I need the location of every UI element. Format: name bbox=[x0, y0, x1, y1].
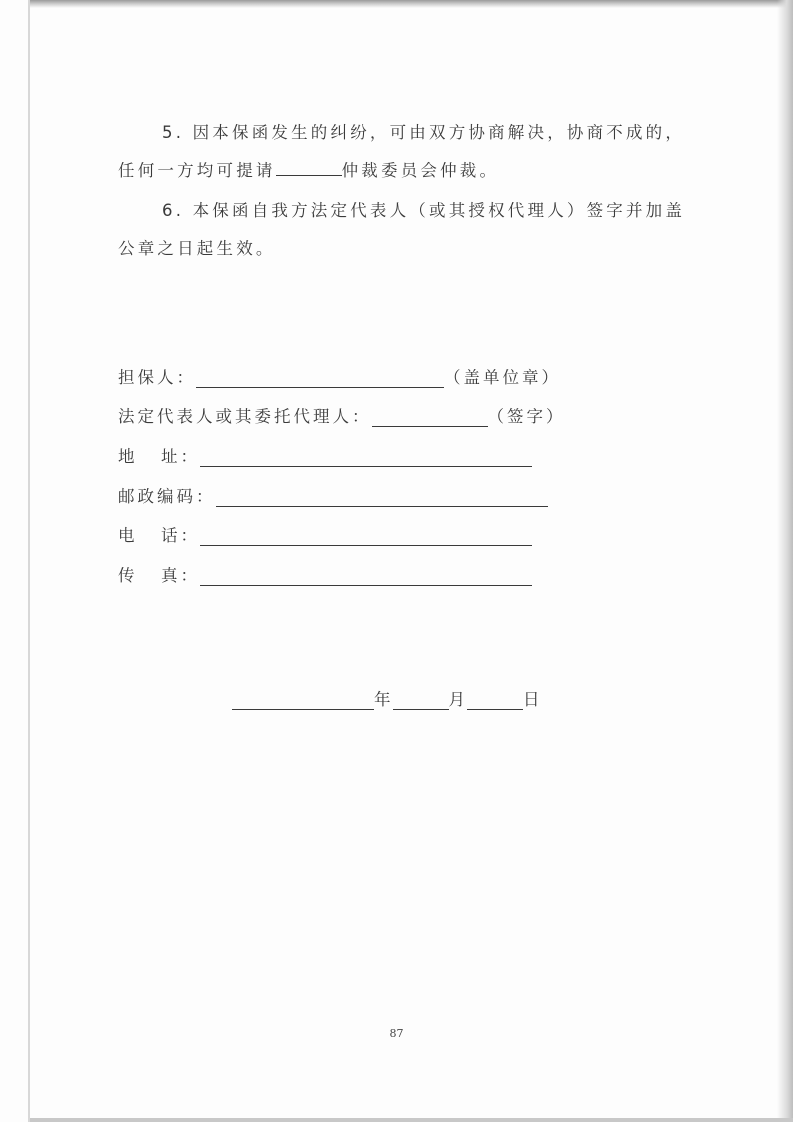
scan-edge-left bbox=[28, 0, 30, 1122]
phone-row bbox=[118, 520, 532, 546]
postcode-line bbox=[216, 486, 548, 507]
year-label: 年 bbox=[374, 690, 393, 709]
date-row bbox=[232, 684, 542, 710]
address-label: 地 址： bbox=[118, 447, 200, 466]
fax-line bbox=[200, 565, 532, 586]
scan-edge-top bbox=[30, 0, 793, 8]
page-number: 87 bbox=[389, 1027, 404, 1040]
guarantor-label: 担保人： bbox=[118, 368, 196, 387]
fax-label: 传 真： bbox=[118, 566, 200, 585]
fax-row bbox=[118, 560, 532, 586]
scan-edge-right bbox=[777, 0, 793, 1122]
representative-note: （签字） bbox=[487, 407, 566, 426]
phone-label: 电 话： bbox=[118, 526, 200, 545]
representative-row bbox=[118, 401, 566, 427]
representative-line bbox=[372, 406, 488, 427]
phone-line bbox=[200, 525, 532, 546]
arbitration-commission-blank bbox=[276, 161, 342, 176]
month-line bbox=[393, 689, 449, 710]
postcode-row bbox=[118, 481, 548, 507]
guarantor-row bbox=[118, 362, 561, 388]
month-label: 月 bbox=[448, 690, 467, 709]
day-line bbox=[467, 689, 523, 710]
clause-5-text: 5. 因本保函发生的纠纷，可由双方协商解决，协商不成的，任何一方均可提请 bbox=[118, 123, 686, 180]
day-label: 日 bbox=[523, 690, 542, 709]
scan-edge-bottom bbox=[30, 1118, 793, 1122]
clause-5-tail: 仲裁委员会仲裁。 bbox=[341, 161, 500, 180]
address-row bbox=[118, 441, 532, 467]
postcode-label: 邮政编码： bbox=[118, 487, 216, 506]
representative-label: 法定代表人或其委托代理人： bbox=[118, 407, 372, 426]
guarantor-note: （盖单位章） bbox=[444, 368, 561, 387]
clause-6-text: 6. 本保函自我方法定代表人（或其授权代理人）签字并加盖公章之日起生效。 bbox=[118, 201, 686, 258]
clause-6 bbox=[118, 192, 698, 268]
guarantor-line bbox=[196, 367, 444, 388]
address-line bbox=[200, 446, 532, 467]
year-line bbox=[232, 689, 374, 710]
clause-5 bbox=[118, 114, 698, 190]
